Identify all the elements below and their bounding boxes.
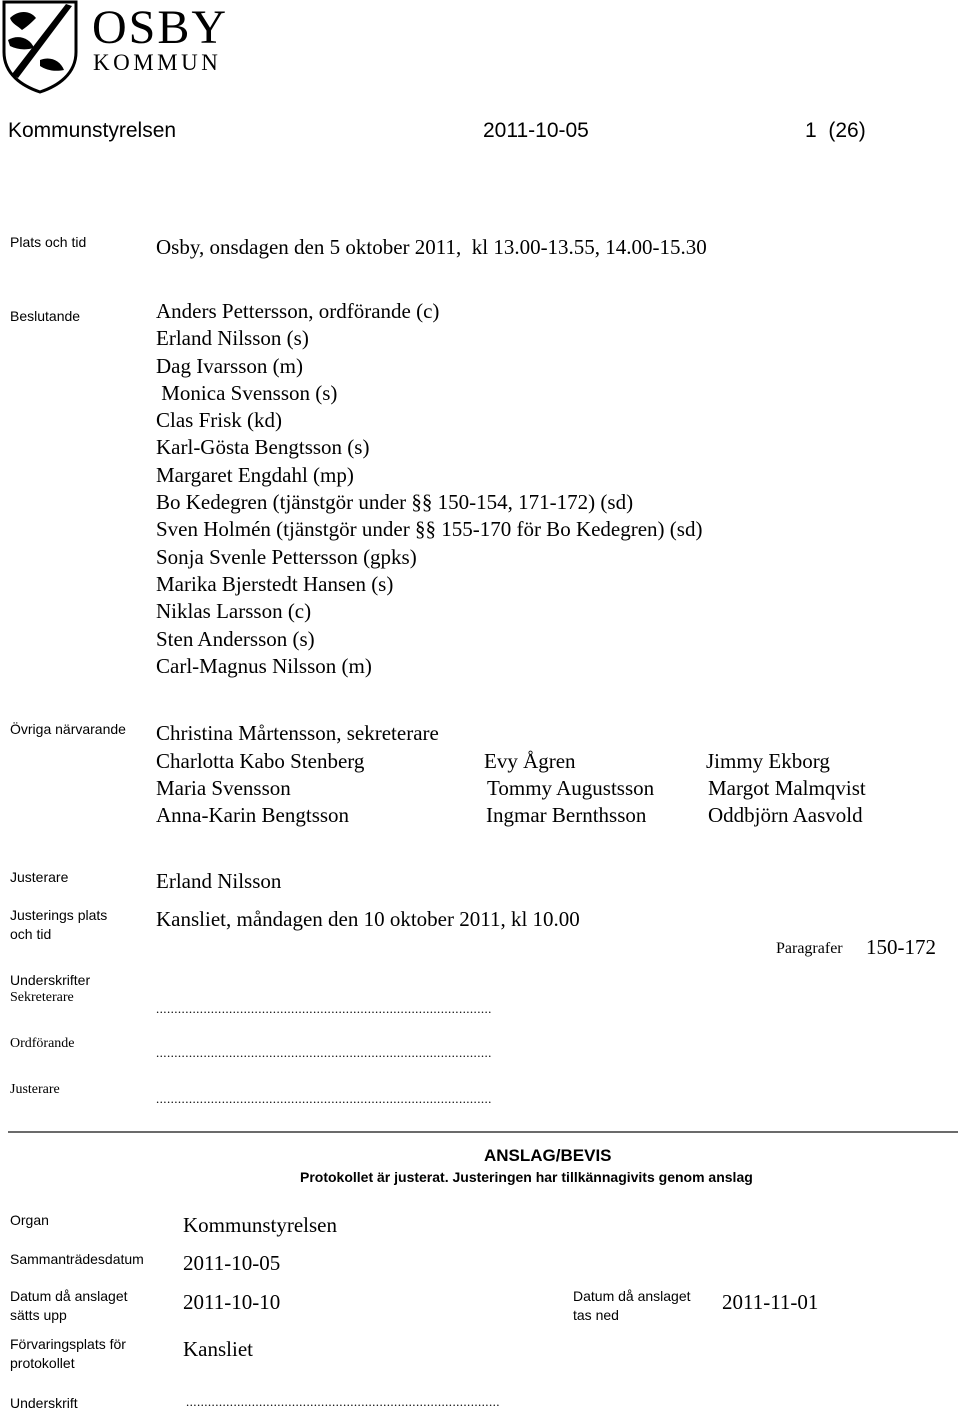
forvaring-label-line1: Förvaringsplats för	[10, 1336, 126, 1352]
ovriga-attendee: Maria Svensson	[156, 776, 291, 800]
beslutande-member: Margaret Engdahl (mp)	[156, 462, 354, 487]
ovriga-attendee: Oddbjörn Aasvold	[708, 803, 863, 827]
beslutande-member: Marika Bjerstedt Hansen (s)	[156, 571, 394, 596]
beslutande-member: Niklas Larsson (c)	[156, 599, 312, 624]
section-divider	[8, 1131, 958, 1133]
anslag-subtitle: Protokollet är justerat. Justeringen har tillkännagivits genom anslag	[300, 1169, 753, 1185]
justerare-label: Justerare	[10, 869, 69, 885]
ovriga-attendee: Ingmar Bernthsson	[486, 803, 647, 827]
forvaring-label-line2: protokollet	[10, 1355, 75, 1371]
ovriga-secretary: Christina Mårtensson, sekreterare	[156, 721, 439, 745]
organ-label: Organ	[10, 1212, 49, 1228]
nedtagning-label-line2: tas ned	[573, 1307, 619, 1323]
beslutande-label: Beslutande	[10, 308, 81, 324]
nedtagning-value: 2011-11-01	[722, 1290, 819, 1314]
ovriga-attendee: Charlotta Kabo Stenberg	[156, 749, 365, 773]
beslutande-member: Bo Kedegren (tjänstgör under §§ 150-154, 171-172) (sd)	[156, 490, 634, 515]
sekreterare-label: Sekreterare	[10, 990, 74, 1005]
ovriga-attendee: Tommy Augustsson	[487, 776, 655, 800]
beslutande-member: Sten Andersson (s)	[156, 626, 315, 651]
osby-coat-of-arms-logo	[0, 0, 80, 94]
underskrift-label: Underskrift	[10, 1395, 78, 1411]
header-page-number: 1 (26)	[805, 119, 866, 142]
underskrifter-heading: Underskrifter	[10, 972, 91, 988]
plats-label: Plats och tid	[10, 234, 87, 250]
logo-subtitle: KOMMUN	[93, 50, 222, 75]
justerare-signature-label: Justerare	[10, 1082, 60, 1097]
logo-name: OSBY	[92, 1, 229, 54]
beslutande-member: Monica Svensson (s)	[156, 380, 338, 405]
beslutande-member: Sonja Svenle Pettersson (gpks)	[156, 544, 417, 569]
sammantrade-label: Sammanträdesdatum	[10, 1251, 144, 1267]
nedtagning-label-line1: Datum då anslaget	[573, 1288, 691, 1304]
justering-label-line2: och tid	[10, 926, 52, 942]
anslag-title: ANSLAG/BEVIS	[484, 1146, 612, 1165]
beslutande-list	[156, 298, 702, 680]
beslutande-member: Sven Holmén (tjänstgör under §§ 155-170 för Bo Kedegren) (sd)	[156, 517, 703, 542]
justering-value: Kansliet, måndagen den 10 oktober 2011, kl 10.00	[156, 907, 580, 931]
paragrafer-value: 150-172	[866, 935, 936, 959]
beslutande-member: Carl-Magnus Nilsson (m)	[156, 653, 372, 678]
beslutande-member: Clas Frisk (kd)	[156, 408, 282, 433]
beslutande-member: Karl-Gösta Bengtsson (s)	[156, 435, 370, 460]
forvaring-value: Kansliet	[183, 1337, 253, 1361]
sammantrade-value: 2011-10-05	[183, 1251, 281, 1275]
ovriga-attendee: Evy Ågren	[484, 749, 576, 773]
ovriga-attendee: Anna-Karin Bengtsson	[156, 803, 350, 827]
beslutande-member: Erland Nilsson (s)	[156, 326, 309, 351]
uppsatt-value: 2011-10-10	[183, 1290, 281, 1314]
header-organ: Kommunstyrelsen	[8, 119, 177, 142]
ovriga-attendee: Margot Malmqvist	[708, 776, 866, 800]
ordforande-signature-line: ............................................................................................	[156, 1045, 492, 1060]
ordforande-label: Ordförande	[10, 1036, 75, 1051]
underskrift-signature-line: ......................................................................................	[186, 1394, 500, 1409]
organ-value: Kommunstyrelsen	[183, 1213, 337, 1237]
paragrafer-label: Paragrafer	[776, 940, 843, 957]
ovriga-label: Övriga närvarande	[10, 721, 126, 737]
beslutande-member: Dag Ivarsson (m)	[156, 353, 303, 378]
beslutande-member: Anders Pettersson, ordförande (c)	[156, 299, 440, 323]
justerare-value: Erland Nilsson	[156, 869, 282, 893]
sekreterare-signature-line: ............................................................................................	[156, 1001, 492, 1016]
ovriga-attendee: Jimmy Ekborg	[706, 749, 830, 773]
uppsatt-label-line1: Datum då anslaget	[10, 1288, 128, 1304]
justering-label-line1: Justerings plats	[10, 907, 108, 923]
uppsatt-label-line2: sätts upp	[10, 1307, 67, 1323]
header-date: 2011-10-05	[483, 119, 589, 142]
plats-value: Osby, onsdagen den 5 oktober 2011, kl 13.00-13.55, 14.00-15.30	[156, 235, 707, 259]
justerare-signature-line: ............................................................................................	[156, 1091, 492, 1106]
